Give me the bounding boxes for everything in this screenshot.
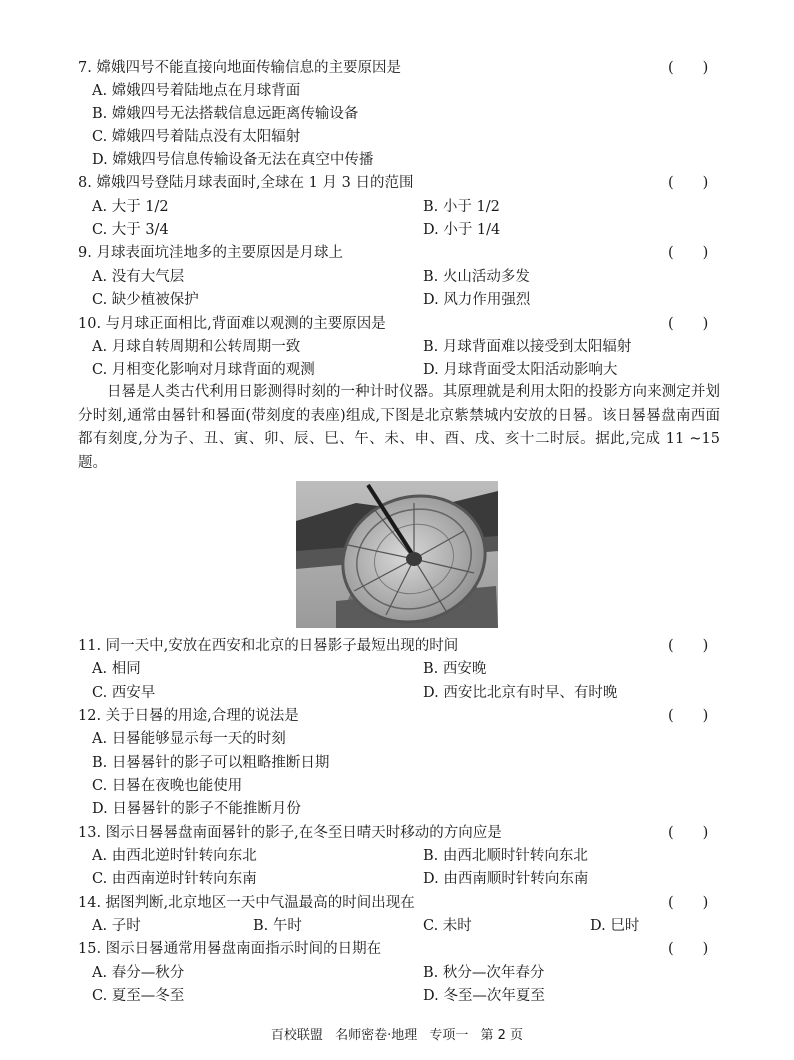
question-10-stem: 10. 与月球正面相比,背面难以观测的主要原因是 xyxy=(78,316,386,332)
q10-option-c: C. 月相变化影响对月球背面的观测 xyxy=(92,362,315,378)
question-15-stem: 15. 图示日晷通常用晷盘南面指示时间的日期在 xyxy=(78,941,382,957)
question-9-stem: 9. 月球表面坑洼地多的主要原因是月球上 xyxy=(78,245,343,261)
q15-option-d: D. 冬至—次年夏至 xyxy=(423,988,545,1004)
q14-option-b: B. 午时 xyxy=(253,918,302,934)
q9-option-d: D. 风力作用强烈 xyxy=(423,292,531,308)
q12-option-c: C. 日晷在夜晚也能使用 xyxy=(92,778,243,794)
q7-option-d: D. 嫦娥四号信息传输设备无法在真空中传播 xyxy=(92,152,374,168)
q11-option-a: A. 相同 xyxy=(92,661,141,677)
question-14-stem: 14. 据图判断,北京地区一天中气温最高的时间出现在 xyxy=(78,895,415,911)
q15-option-b: B. 秋分—次年春分 xyxy=(423,965,545,981)
footer-page-number: 第 2 页 xyxy=(480,1028,524,1043)
answer-blank-11: ( ) xyxy=(668,638,709,654)
q13-option-c: C. 由西南逆时针转向东南 xyxy=(92,871,257,887)
q13-option-a: A. 由西北逆时针转向东北 xyxy=(92,848,257,864)
sundial-photo xyxy=(296,481,498,628)
question-13-stem: 13. 图示日晷晷盘南面晷针的影子,在冬至日晴天时移动的方向应是 xyxy=(78,825,502,841)
answer-blank-14: ( ) xyxy=(668,895,709,911)
q13-option-d: D. 由西南顺时针转向东南 xyxy=(423,871,589,887)
q9-option-c: C. 缺少植被保护 xyxy=(92,292,199,308)
q7-option-c: C. 嫦娥四号着陆点没有太阳辐射 xyxy=(92,129,301,145)
q13-option-b: B. 由西北顺时针转向东北 xyxy=(423,848,588,864)
footer-section: 专项一 xyxy=(429,1028,469,1043)
answer-blank-13: ( ) xyxy=(668,825,709,841)
q12-option-b: B. 日晷晷针的影子可以粗略推断日期 xyxy=(92,755,330,771)
q8-option-a: A. 大于 1/2 xyxy=(92,199,169,215)
q12-option-d: D. 日晷晷针的影子不能推断月份 xyxy=(92,801,301,817)
footer-series: 名师密卷·地理 xyxy=(335,1028,418,1043)
q10-option-d: D. 月球背面受太阳活动影响大 xyxy=(423,362,618,378)
q11-option-b: B. 西安晚 xyxy=(423,661,487,677)
q10-option-a: A. 月球自转周期和公转周期一致 xyxy=(92,339,301,355)
q14-option-a: A. 子时 xyxy=(92,918,141,934)
q7-option-a: A. 嫦娥四号着陆地点在月球背面 xyxy=(92,83,301,99)
q9-option-b: B. 火山活动多发 xyxy=(423,269,530,285)
q12-option-a: A. 日晷能够显示每一天的时刻 xyxy=(92,731,286,747)
sundial-illustration xyxy=(296,481,498,628)
question-11-stem: 11. 同一天中,安放在西安和北京的日晷影子最短出现的时间 xyxy=(78,638,459,654)
page-footer xyxy=(0,1027,794,1045)
question-8-stem: 8. 嫦娥四号登陆月球表面时,全球在 1 月 3 日的范围 xyxy=(78,175,414,191)
question-7-stem: 7. 嫦娥四号不能直接向地面传输信息的主要原因是 xyxy=(78,60,401,76)
q8-option-b: B. 小于 1/2 xyxy=(423,199,500,215)
question-12-stem: 12. 关于日晷的用途,合理的说法是 xyxy=(78,708,299,724)
q11-option-c: C. 西安早 xyxy=(92,685,156,701)
answer-blank-15: ( ) xyxy=(668,941,709,957)
answer-blank-12: ( ) xyxy=(668,708,709,724)
q15-option-c: C. 夏至—冬至 xyxy=(92,988,185,1004)
q15-option-a: A. 春分—秋分 xyxy=(92,965,185,981)
q8-option-c: C. 大于 3/4 xyxy=(92,222,169,238)
q14-option-c: C. 未时 xyxy=(423,918,472,934)
q7-option-b: B. 嫦娥四号无法搭载信息远距离传输设备 xyxy=(92,106,359,122)
footer-brand: 百校联盟 xyxy=(270,1028,323,1043)
q11-option-d: D. 西安比北京有时早、有时晚 xyxy=(423,685,618,701)
answer-blank-10: ( ) xyxy=(668,316,709,332)
answer-blank-7: ( ) xyxy=(668,60,709,76)
q10-option-b: B. 月球背面难以接受到太阳辐射 xyxy=(423,339,632,355)
answer-blank-9: ( ) xyxy=(668,245,709,261)
reading-passage: 日晷是人类古代利用日影测得时刻的一种计时仪器。其原理就是利用太阳的投影方向来测定并划分时刻,通常由晷针和晷面(带刻度的表座)组成,下图是北京紫禁城内安放的日晷。该日晷晷盘南西面都有刻度,分为子、丑、寅、卯、辰、巳、午、未、申、酉、戌、亥十二时辰。据此,完成 11 ~15 题。 xyxy=(78,384,720,471)
q8-option-d: D. 小于 1/4 xyxy=(423,222,501,238)
q14-option-d: D. 巳时 xyxy=(590,918,640,934)
q9-option-a: A. 没有大气层 xyxy=(92,269,185,285)
answer-blank-8: ( ) xyxy=(668,175,709,191)
